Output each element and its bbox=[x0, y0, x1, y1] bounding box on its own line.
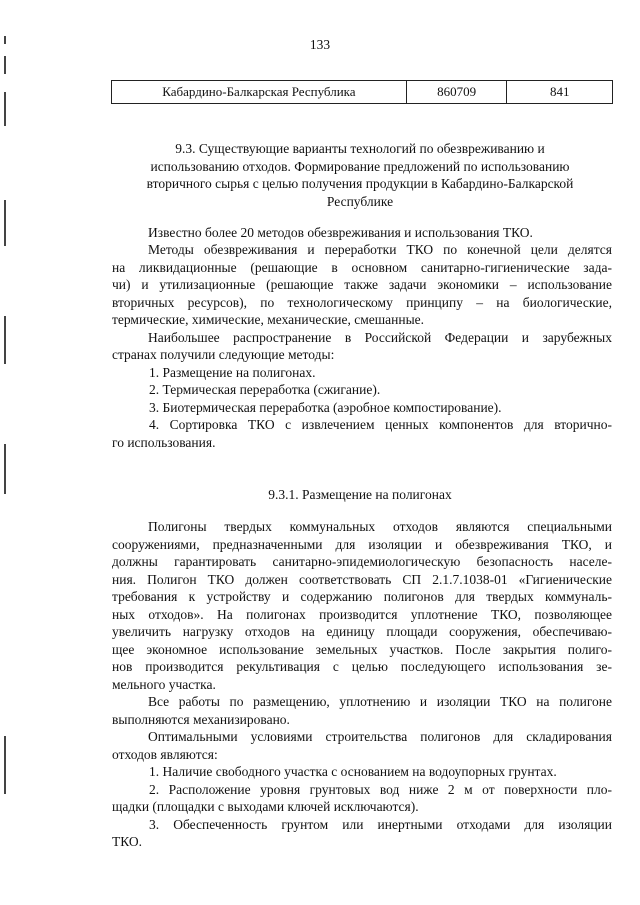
scan-edge-mark bbox=[4, 92, 6, 126]
paragraph-line: Оптимальными условиями строительства полигонов для складирования bbox=[148, 729, 612, 744]
list-item: 3. Биотермическая переработка (аэробное компостирование). bbox=[149, 400, 502, 415]
paragraph-line: выполняются механизировано. bbox=[112, 712, 290, 727]
paragraph-line: должны гарантировать санитарно-эпидемиологическую безопасность населе- bbox=[112, 554, 612, 569]
paragraph-line: увеличить нагрузку отходов на единицу площади сооружения, обеспечиваю- bbox=[112, 624, 612, 639]
list-item: 2. Расположение уровня грунтовых вод ниже 2 м от поверхности пло- bbox=[149, 782, 612, 797]
paragraph-line: на ликвидационные (решающие в основном санитарно-гигиенические зада- bbox=[112, 260, 612, 275]
list-item: щадки (площадки с выходами ключей исключаются). bbox=[112, 799, 419, 814]
list-item: 2. Термическая переработка (сжигание). bbox=[149, 382, 381, 397]
list-item: 3. Обеспеченность грунтом или инертными отходами для изоляции bbox=[149, 817, 612, 832]
paragraph-line: мельного участка. bbox=[112, 677, 216, 692]
scan-edge-mark bbox=[4, 56, 6, 74]
list-item: 1. Размещение на полигонах. bbox=[149, 365, 316, 380]
paragraph-line: вторичных ресурсов), по технологическому принципу – на биологические, bbox=[112, 295, 612, 310]
paragraph-line: требования к устройству и содержанию полигонов для твердых коммуналь- bbox=[112, 589, 612, 604]
paragraph-line: термические, химические, механические, смешанные. bbox=[112, 312, 425, 327]
scan-edge-mark bbox=[4, 316, 6, 364]
paragraph-line: отходов являются: bbox=[112, 747, 218, 762]
value-cell-2: 841 bbox=[506, 81, 612, 103]
paragraph-line: Полигоны твердых коммунальных отходов являются специальными bbox=[148, 519, 612, 534]
list-item: 1. Наличие свободного участка с основанием на водоупорных грунтах. bbox=[149, 764, 557, 779]
section-heading-line: 9.3. Существующие варианты технологий по обезвреживанию и bbox=[175, 141, 545, 156]
paragraph-line: сооружениями, предназначенными для изоляции и обезвреживания ТКО, и bbox=[112, 537, 612, 552]
list-item: го использования. bbox=[112, 435, 216, 450]
subsection-heading: 9.3.1. Размещение на полигонах bbox=[268, 487, 452, 502]
page-number: 133 bbox=[309, 37, 331, 52]
scan-edge-mark bbox=[4, 444, 6, 494]
region-table-row bbox=[111, 80, 613, 104]
scan-edge-mark bbox=[4, 200, 6, 246]
value-cell-1: 860709 bbox=[406, 81, 507, 103]
paragraph-line: щее экономное использование земельных участков. После закрытия полиго- bbox=[112, 642, 612, 657]
paragraph-line: чи) и утилизационные (решающие также задачи экономики – использование bbox=[112, 277, 612, 292]
section-heading bbox=[100, 140, 620, 210]
paragraph-line: Все работы по размещению, уплотнению и изоляции ТКО на полигоне bbox=[148, 694, 612, 709]
paragraph-line: ния. Полигон ТКО должен соответствовать СП 2.1.7.1038-01 «Гигиенические bbox=[112, 572, 612, 587]
paragraph-line: нов производится рекультивация с целью последующего использования зе- bbox=[112, 659, 612, 674]
paragraph-line: ных отходов». На полигонах производится уплотнение ТКО, позволяющее bbox=[112, 607, 612, 622]
list-item: 4. Сортировка ТКО с извлечением ценных компонентов для вторично- bbox=[149, 417, 612, 432]
paragraph-line: Наибольшее распространение в Российской Федерации и зарубежных bbox=[148, 330, 612, 345]
paragraph-line: Известно более 20 методов обезвреживания и использования ТКО. bbox=[148, 225, 533, 240]
paragraph-line: Методы обезвреживания и переработки ТКО по конечной цели делятся bbox=[148, 242, 612, 257]
scan-edge-mark bbox=[4, 736, 6, 794]
region-name-cell: Кабардино-Балкарская Республика bbox=[162, 84, 356, 99]
paragraph-line: странах получили следующие методы: bbox=[112, 347, 335, 362]
section-heading-line: вторичного сырья с целью получения продукции в Кабардино-Балкарской bbox=[146, 176, 574, 191]
list-item: ТКО. bbox=[112, 834, 143, 849]
section-heading-line: Республике bbox=[326, 193, 394, 209]
section-heading-line: использованию отходов. Формирование предложений по использованию bbox=[150, 158, 570, 174]
